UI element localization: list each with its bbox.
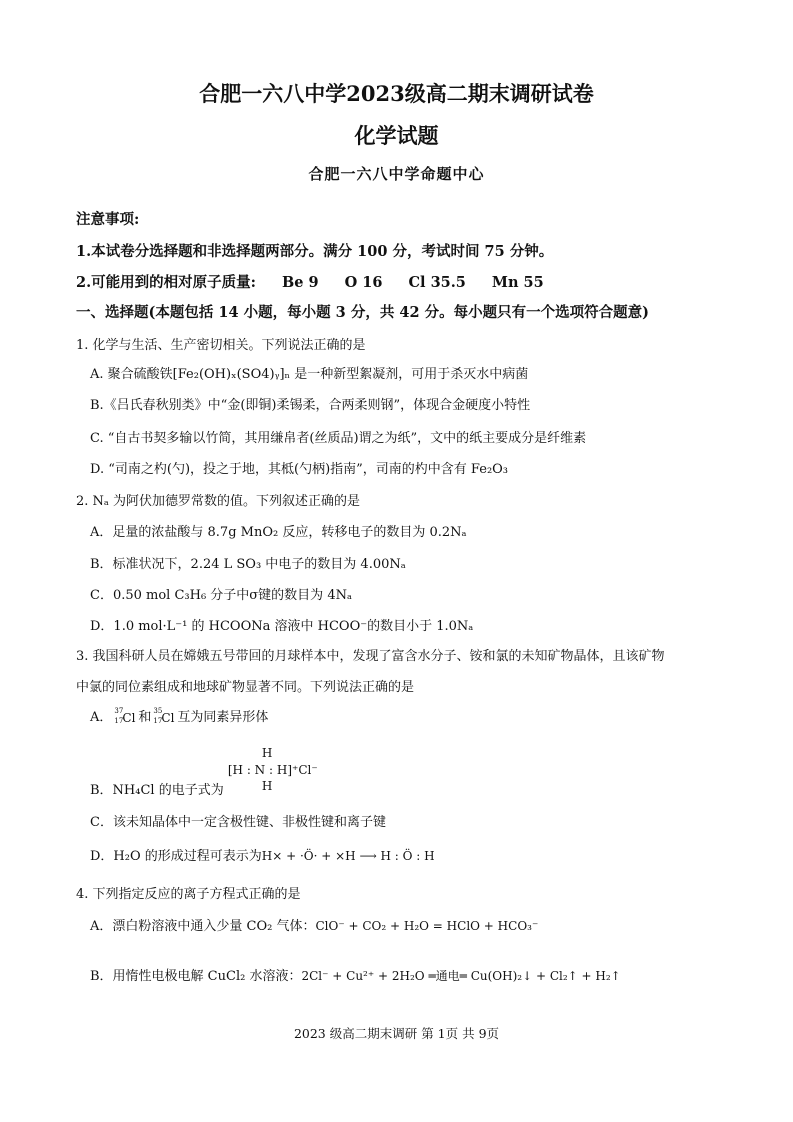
q4-option-a: A．漂白粉溶液中通入少量 CO₂ 气体：ClO⁻ + CO₂ + H₂O = HClO + HCO₃⁻ [90, 919, 539, 934]
page-footer: 2023 级高二期末调研 第 1页 共 9页 [293, 1026, 500, 1041]
q4-stem: 4. 下列指定反应的离子方程式正确的是 [76, 887, 301, 902]
q4-b-equation: 2Cl⁻ + Cu²⁺ + 2H₂O ═通电═ Cu(OH)₂↓ + Cl₂↑ + H₂↑ [301, 969, 621, 983]
q4-a-equation: ClO⁻ + CO₂ + H₂O = HClO + HCO₃⁻ [315, 919, 539, 933]
q3-option-d: D．H₂O 的形成过程可表示为H× + ·Ö· + ×H ⟶ H : Ö : H [90, 849, 435, 864]
q2-option-d: D．1.0 mol·L⁻¹ 的 HCOONa 溶液中 HCOO⁻的数目小于 1.0Nₐ [90, 619, 474, 634]
q2-option-b: B．标准状况下，2.24 L SO₃ 中电子的数目为 4.00Nₐ [90, 557, 406, 572]
notice-item-2 [76, 271, 544, 292]
q3-option-a: A． 37 17 Cl 和 35 17 Cl 互为同素异形体 [90, 706, 269, 725]
exam-title: 合肥一六八中学2023级高二期末调研试卷 [199, 81, 594, 106]
element-cl: Cl 35.5 [408, 274, 466, 291]
q3-stem-2: 中氯的同位素组成和地球矿物显著不同。下列说法正确的是 [76, 680, 415, 695]
element-be: Be 9 [282, 274, 319, 291]
q1-option-d: D. “司南之杓(勺)，投之于地，其柢(勺柄)指南”，司南的杓中含有 Fe₂O₃ [90, 462, 509, 477]
isotope-cl-37: 37 17 Cl [114, 706, 136, 725]
q3-option-b: B．NH₄Cl 的电子式为 H [H : N : H]⁺Cl⁻ H [90, 746, 318, 798]
q1-option-b: B.《吕氏春秋别类》中“金(即铜)柔锡柔，合两柔则钢”，体现合金硬度小特性 [90, 398, 531, 413]
subject-title: 化学试题 [354, 123, 439, 148]
q4-option-b: B．用惰性电极电解 CuCl₂ 水溶液：2Cl⁻ + Cu²⁺ + 2H₂O ═通电═ Cu(OH)₂↓ + Cl₂↑ + H₂↑ [90, 969, 621, 984]
q3-option-c: C．该未知晶体中一定含极性键、非极性键和离子键 [90, 815, 386, 830]
q2-option-c: C．0.50 mol C₃H₆ 分子中σ键的数目为 4Nₐ [90, 588, 352, 603]
water-formation-formula: H× + ·Ö· + ×H ⟶ H : Ö : H [261, 849, 435, 863]
notice-item-1: 1.本试卷分选择题和非选择题两部分。满分 100 分，考试时间 75 分钟。 [76, 243, 554, 260]
nh4cl-electron-formula: H [H : N : H]⁺Cl⁻ H [227, 746, 318, 793]
q1-stem: 1. 化学与生活、生产密切相关。下列说法正确的是 [76, 338, 366, 353]
q2-option-a: A．足量的浓盐酸与 8.7g MnO₂ 反应，转移电子的数目为 0.2Nₐ [90, 525, 467, 540]
element-mn: Mn 55 [491, 274, 544, 291]
notice-heading: 注意事项: [76, 211, 140, 228]
section-heading: 一、选择题(本题包括 14 小题，每小题 3 分，共 42 分。每小题只有一个选项符合题意) [76, 304, 649, 321]
q2-stem: 2. Nₐ 为阿伏加德罗常数的值。下列叙述正确的是 [76, 494, 361, 509]
isotope-cl-35: 35 17 Cl [153, 706, 175, 725]
q3-stem-1: 3. 我国科研人员在嫦娥五号带回的月球样本中，发现了富含水分子、铵和氯的未知矿物晶体，且该矿物 [76, 649, 665, 664]
issuer: 合肥一六八中学命题中心 [308, 165, 485, 183]
atomic-mass-label: 2.可能用到的相对原子质量: [76, 274, 256, 291]
element-o: O 16 [344, 274, 383, 291]
q1-option-a: A. 聚合硫酸铁[Fe₂(OH)ₓ(SO4)ᵧ]ₙ 是一种新型絮凝剂，可用于杀灭水中病菌 [90, 367, 529, 382]
q1-option-c: C. “自古书契多输以竹简，其用缣帛者(丝质品)谓之为纸”，文中的纸主要成分是纤维素 [90, 431, 587, 446]
